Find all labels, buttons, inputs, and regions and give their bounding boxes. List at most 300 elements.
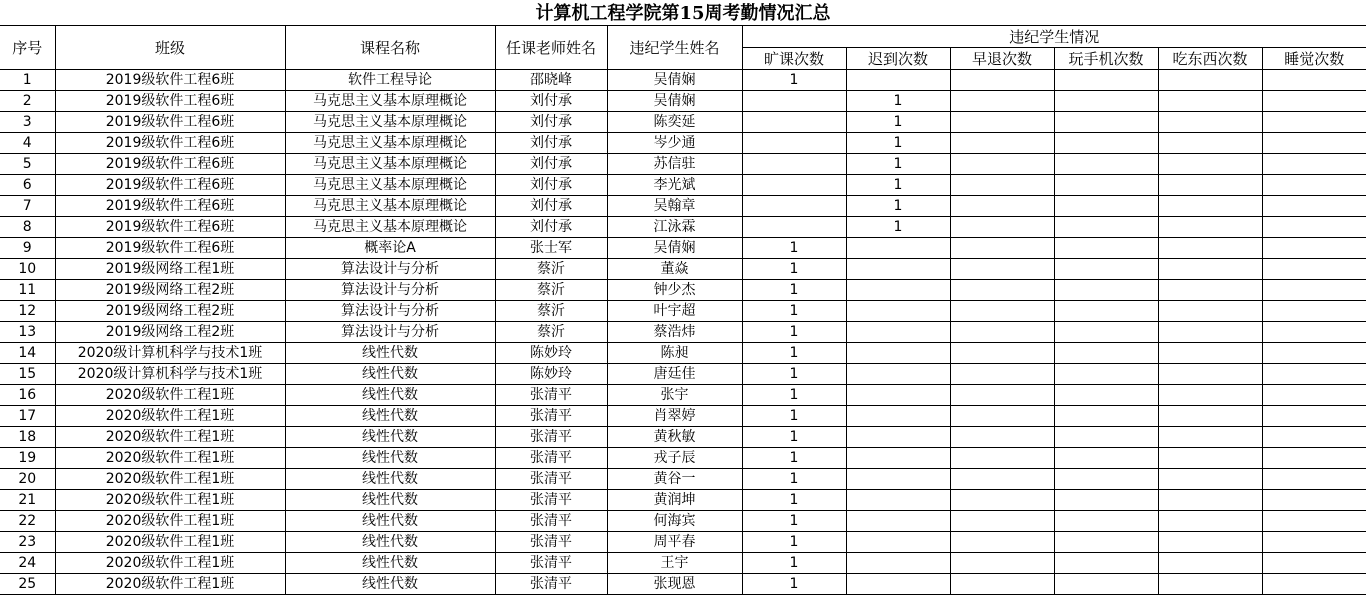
cell-absent: 1 xyxy=(742,469,846,490)
header-student: 违纪学生姓名 xyxy=(607,26,742,70)
cell-class: 2020级计算机科学与技术1班 xyxy=(55,343,285,364)
cell-class: 2020级软件工程1班 xyxy=(55,469,285,490)
cell-class: 2019级软件工程6班 xyxy=(55,133,285,154)
table-row xyxy=(0,427,1366,448)
cell-class: 2020级软件工程1班 xyxy=(55,574,285,595)
table-header xyxy=(0,26,1366,70)
cell-student: 江泳霖 xyxy=(607,217,742,238)
cell-late xyxy=(846,511,950,532)
cell-class: 2020级软件工程1班 xyxy=(55,490,285,511)
cell-sleeping xyxy=(1262,553,1366,574)
cell-class: 2019级软件工程6班 xyxy=(55,238,285,259)
cell-absent: 1 xyxy=(742,490,846,511)
cell-course: 马克思主义基本原理概论 xyxy=(285,91,495,112)
cell-sleeping xyxy=(1262,322,1366,343)
cell-eating xyxy=(1158,553,1262,574)
cell-student: 张宇 xyxy=(607,385,742,406)
cell-early-leave xyxy=(950,343,1054,364)
cell-course: 线性代数 xyxy=(285,406,495,427)
cell-sleeping xyxy=(1262,238,1366,259)
cell-eating xyxy=(1158,196,1262,217)
table-row xyxy=(0,343,1366,364)
cell-late: 1 xyxy=(846,196,950,217)
table-row xyxy=(0,490,1366,511)
cell-early-leave xyxy=(950,238,1054,259)
cell-student: 唐廷佳 xyxy=(607,364,742,385)
cell-teacher: 张清平 xyxy=(495,469,607,490)
cell-eating xyxy=(1158,280,1262,301)
cell-course: 线性代数 xyxy=(285,511,495,532)
cell-teacher: 刘付承 xyxy=(495,112,607,133)
cell-absent: 1 xyxy=(742,406,846,427)
cell-phone xyxy=(1054,133,1158,154)
cell-sleeping xyxy=(1262,91,1366,112)
table-row xyxy=(0,448,1366,469)
cell-student: 黄润坤 xyxy=(607,490,742,511)
cell-early-leave xyxy=(950,196,1054,217)
cell-index: 11 xyxy=(0,280,55,301)
cell-absent: 1 xyxy=(742,553,846,574)
header-course: 课程名称 xyxy=(285,26,495,70)
cell-course: 线性代数 xyxy=(285,385,495,406)
cell-phone xyxy=(1054,280,1158,301)
cell-course: 算法设计与分析 xyxy=(285,301,495,322)
cell-course: 线性代数 xyxy=(285,364,495,385)
cell-late xyxy=(846,406,950,427)
table-row xyxy=(0,133,1366,154)
cell-class: 2019级网络工程2班 xyxy=(55,322,285,343)
cell-student: 黄谷一 xyxy=(607,469,742,490)
table-row xyxy=(0,301,1366,322)
cell-late: 1 xyxy=(846,175,950,196)
cell-phone xyxy=(1054,406,1158,427)
cell-course: 线性代数 xyxy=(285,490,495,511)
cell-teacher: 张士军 xyxy=(495,238,607,259)
cell-early-leave xyxy=(950,448,1054,469)
cell-early-leave xyxy=(950,217,1054,238)
cell-early-leave xyxy=(950,469,1054,490)
cell-eating xyxy=(1158,364,1262,385)
cell-student: 吴倩娴 xyxy=(607,70,742,91)
cell-phone xyxy=(1054,469,1158,490)
cell-teacher: 陈妙玲 xyxy=(495,343,607,364)
cell-sleeping xyxy=(1262,574,1366,595)
cell-class: 2020级计算机科学与技术1班 xyxy=(55,364,285,385)
cell-index: 20 xyxy=(0,469,55,490)
cell-eating xyxy=(1158,469,1262,490)
cell-student: 何海宾 xyxy=(607,511,742,532)
cell-early-leave xyxy=(950,133,1054,154)
cell-sleeping xyxy=(1262,112,1366,133)
cell-eating xyxy=(1158,217,1262,238)
cell-absent: 1 xyxy=(742,574,846,595)
table-row xyxy=(0,553,1366,574)
cell-class: 2020级软件工程1班 xyxy=(55,448,285,469)
cell-course: 马克思主义基本原理概论 xyxy=(285,196,495,217)
cell-index: 4 xyxy=(0,133,55,154)
cell-student: 王宇 xyxy=(607,553,742,574)
header-phone: 玩手机次数 xyxy=(1054,48,1158,70)
cell-early-leave xyxy=(950,91,1054,112)
cell-early-leave xyxy=(950,70,1054,91)
cell-late: 1 xyxy=(846,112,950,133)
cell-sleeping xyxy=(1262,301,1366,322)
cell-course: 马克思主义基本原理概论 xyxy=(285,112,495,133)
cell-teacher: 刘付承 xyxy=(495,91,607,112)
cell-index: 21 xyxy=(0,490,55,511)
cell-early-leave xyxy=(950,175,1054,196)
cell-early-leave xyxy=(950,574,1054,595)
cell-class: 2020级软件工程1班 xyxy=(55,532,285,553)
cell-course: 马克思主义基本原理概论 xyxy=(285,175,495,196)
cell-student: 苏信驻 xyxy=(607,154,742,175)
cell-student: 周平春 xyxy=(607,532,742,553)
cell-course: 线性代数 xyxy=(285,448,495,469)
table-row xyxy=(0,364,1366,385)
cell-course: 线性代数 xyxy=(285,343,495,364)
cell-sleeping xyxy=(1262,133,1366,154)
table-row xyxy=(0,385,1366,406)
cell-course: 概率论A xyxy=(285,238,495,259)
cell-index: 18 xyxy=(0,427,55,448)
table-row xyxy=(0,469,1366,490)
cell-absent: 1 xyxy=(742,343,846,364)
cell-class: 2020级软件工程1班 xyxy=(55,427,285,448)
cell-sleeping xyxy=(1262,511,1366,532)
cell-eating xyxy=(1158,175,1262,196)
cell-eating xyxy=(1158,259,1262,280)
cell-teacher: 蔡沂 xyxy=(495,301,607,322)
cell-early-leave xyxy=(950,259,1054,280)
cell-sleeping xyxy=(1262,364,1366,385)
cell-phone xyxy=(1054,238,1158,259)
header-teacher: 任课老师姓名 xyxy=(495,26,607,70)
cell-student: 吴翰章 xyxy=(607,196,742,217)
cell-early-leave xyxy=(950,511,1054,532)
cell-teacher: 刘付承 xyxy=(495,175,607,196)
cell-late xyxy=(846,574,950,595)
cell-eating xyxy=(1158,91,1262,112)
cell-absent xyxy=(742,154,846,175)
cell-absent: 1 xyxy=(742,448,846,469)
cell-sleeping xyxy=(1262,217,1366,238)
cell-course: 马克思主义基本原理概论 xyxy=(285,217,495,238)
cell-index: 17 xyxy=(0,406,55,427)
sheet-title: 计算机工程学院第15周考勤情况汇总 xyxy=(535,3,831,24)
cell-absent: 1 xyxy=(742,385,846,406)
table-row xyxy=(0,217,1366,238)
table-row xyxy=(0,175,1366,196)
cell-course: 算法设计与分析 xyxy=(285,280,495,301)
cell-index: 10 xyxy=(0,259,55,280)
cell-late xyxy=(846,343,950,364)
cell-phone xyxy=(1054,301,1158,322)
cell-phone xyxy=(1054,385,1158,406)
cell-class: 2019级网络工程1班 xyxy=(55,259,285,280)
cell-absent xyxy=(742,217,846,238)
cell-student: 肖翠婷 xyxy=(607,406,742,427)
cell-late xyxy=(846,70,950,91)
cell-sleeping xyxy=(1262,343,1366,364)
cell-phone xyxy=(1054,112,1158,133)
cell-index: 1 xyxy=(0,70,55,91)
table-row xyxy=(0,511,1366,532)
cell-sleeping xyxy=(1262,532,1366,553)
cell-phone xyxy=(1054,427,1158,448)
cell-teacher: 刘付承 xyxy=(495,217,607,238)
cell-course: 马克思主义基本原理概论 xyxy=(285,133,495,154)
cell-student: 李光斌 xyxy=(607,175,742,196)
cell-late xyxy=(846,385,950,406)
cell-eating xyxy=(1158,133,1262,154)
table-row xyxy=(0,406,1366,427)
cell-teacher: 蔡沂 xyxy=(495,280,607,301)
cell-phone xyxy=(1054,448,1158,469)
cell-student: 吴倩娴 xyxy=(607,91,742,112)
table-row xyxy=(0,238,1366,259)
table-row xyxy=(0,280,1366,301)
cell-sleeping xyxy=(1262,427,1366,448)
cell-teacher: 刘付承 xyxy=(495,154,607,175)
cell-student: 钟少杰 xyxy=(607,280,742,301)
cell-sleeping xyxy=(1262,406,1366,427)
cell-sleeping xyxy=(1262,490,1366,511)
cell-index: 3 xyxy=(0,112,55,133)
table-row xyxy=(0,196,1366,217)
cell-late xyxy=(846,301,950,322)
cell-early-leave xyxy=(950,406,1054,427)
cell-eating xyxy=(1158,154,1262,175)
cell-early-leave xyxy=(950,112,1054,133)
cell-index: 6 xyxy=(0,175,55,196)
cell-index: 25 xyxy=(0,574,55,595)
cell-teacher: 邵晓峰 xyxy=(495,70,607,91)
cell-eating xyxy=(1158,406,1262,427)
table-row xyxy=(0,322,1366,343)
header-absent: 旷课次数 xyxy=(742,48,846,70)
cell-phone xyxy=(1054,532,1158,553)
cell-early-leave xyxy=(950,553,1054,574)
cell-eating xyxy=(1158,427,1262,448)
cell-class: 2019级网络工程2班 xyxy=(55,301,285,322)
cell-course: 算法设计与分析 xyxy=(285,259,495,280)
cell-early-leave xyxy=(950,385,1054,406)
cell-index: 2 xyxy=(0,91,55,112)
cell-late: 1 xyxy=(846,217,950,238)
cell-class: 2019级软件工程6班 xyxy=(55,217,285,238)
cell-sleeping xyxy=(1262,196,1366,217)
cell-absent: 1 xyxy=(742,70,846,91)
cell-index: 23 xyxy=(0,532,55,553)
cell-absent: 1 xyxy=(742,364,846,385)
header-late: 迟到次数 xyxy=(846,48,950,70)
cell-phone xyxy=(1054,217,1158,238)
cell-eating xyxy=(1158,490,1262,511)
cell-class: 2019级软件工程6班 xyxy=(55,175,285,196)
cell-class: 2020级软件工程1班 xyxy=(55,406,285,427)
cell-eating xyxy=(1158,301,1262,322)
cell-early-leave xyxy=(950,154,1054,175)
cell-late xyxy=(846,469,950,490)
cell-student: 叶宇超 xyxy=(607,301,742,322)
header-early-leave: 早退次数 xyxy=(950,48,1054,70)
cell-eating xyxy=(1158,574,1262,595)
cell-teacher: 张清平 xyxy=(495,406,607,427)
cell-class: 2020级软件工程1班 xyxy=(55,553,285,574)
cell-index: 15 xyxy=(0,364,55,385)
cell-student: 黄秋敏 xyxy=(607,427,742,448)
cell-absent: 1 xyxy=(742,238,846,259)
cell-index: 24 xyxy=(0,553,55,574)
cell-absent: 1 xyxy=(742,301,846,322)
cell-phone xyxy=(1054,553,1158,574)
attendance-table xyxy=(0,25,1366,595)
cell-course: 线性代数 xyxy=(285,532,495,553)
cell-teacher: 张清平 xyxy=(495,385,607,406)
cell-phone xyxy=(1054,91,1158,112)
cell-class: 2019级软件工程6班 xyxy=(55,154,285,175)
cell-student: 张现恩 xyxy=(607,574,742,595)
table-row xyxy=(0,112,1366,133)
cell-class: 2019级软件工程6班 xyxy=(55,70,285,91)
header-sleeping: 睡觉次数 xyxy=(1262,48,1366,70)
cell-index: 14 xyxy=(0,343,55,364)
cell-teacher: 蔡沂 xyxy=(495,259,607,280)
cell-class: 2020级软件工程1班 xyxy=(55,385,285,406)
cell-late xyxy=(846,280,950,301)
cell-index: 9 xyxy=(0,238,55,259)
cell-sleeping xyxy=(1262,385,1366,406)
cell-early-leave xyxy=(950,532,1054,553)
cell-absent: 1 xyxy=(742,427,846,448)
table-row xyxy=(0,70,1366,91)
cell-course: 马克思主义基本原理概论 xyxy=(285,154,495,175)
cell-phone xyxy=(1054,322,1158,343)
cell-absent: 1 xyxy=(742,280,846,301)
cell-late xyxy=(846,532,950,553)
cell-student: 吴倩娴 xyxy=(607,238,742,259)
cell-index: 12 xyxy=(0,301,55,322)
cell-index: 7 xyxy=(0,196,55,217)
cell-eating xyxy=(1158,511,1262,532)
cell-absent xyxy=(742,91,846,112)
cell-teacher: 张清平 xyxy=(495,574,607,595)
cell-absent xyxy=(742,175,846,196)
cell-teacher: 张清平 xyxy=(495,427,607,448)
cell-teacher: 刘付承 xyxy=(495,133,607,154)
cell-phone xyxy=(1054,175,1158,196)
cell-phone xyxy=(1054,343,1158,364)
cell-course: 算法设计与分析 xyxy=(285,322,495,343)
cell-late xyxy=(846,322,950,343)
cell-teacher: 张清平 xyxy=(495,448,607,469)
table-body xyxy=(0,70,1366,595)
cell-late xyxy=(846,364,950,385)
cell-late xyxy=(846,238,950,259)
cell-teacher: 蔡沂 xyxy=(495,322,607,343)
cell-absent: 1 xyxy=(742,532,846,553)
cell-phone xyxy=(1054,154,1158,175)
cell-phone xyxy=(1054,364,1158,385)
table-row xyxy=(0,574,1366,595)
cell-sleeping xyxy=(1262,259,1366,280)
cell-early-leave xyxy=(950,322,1054,343)
cell-student: 陈奕延 xyxy=(607,112,742,133)
cell-index: 13 xyxy=(0,322,55,343)
cell-early-leave xyxy=(950,301,1054,322)
cell-sleeping xyxy=(1262,280,1366,301)
header-violations-group: 违纪学生情况 xyxy=(742,26,1366,48)
cell-phone xyxy=(1054,70,1158,91)
cell-teacher: 刘付承 xyxy=(495,196,607,217)
cell-class: 2019级软件工程6班 xyxy=(55,91,285,112)
cell-class: 2019级网络工程2班 xyxy=(55,280,285,301)
cell-student: 董焱 xyxy=(607,259,742,280)
cell-eating xyxy=(1158,322,1262,343)
table-row xyxy=(0,154,1366,175)
cell-eating xyxy=(1158,448,1262,469)
cell-phone xyxy=(1054,259,1158,280)
cell-early-leave xyxy=(950,490,1054,511)
cell-absent: 1 xyxy=(742,511,846,532)
cell-student: 岑少通 xyxy=(607,133,742,154)
cell-absent xyxy=(742,112,846,133)
cell-index: 8 xyxy=(0,217,55,238)
cell-late: 1 xyxy=(846,91,950,112)
cell-eating xyxy=(1158,343,1262,364)
cell-eating xyxy=(1158,385,1262,406)
cell-index: 19 xyxy=(0,448,55,469)
cell-course: 线性代数 xyxy=(285,553,495,574)
cell-absent: 1 xyxy=(742,322,846,343)
table-row xyxy=(0,91,1366,112)
cell-teacher: 张清平 xyxy=(495,532,607,553)
cell-teacher: 陈妙玲 xyxy=(495,364,607,385)
cell-teacher: 张清平 xyxy=(495,511,607,532)
cell-sleeping xyxy=(1262,70,1366,91)
cell-sleeping xyxy=(1262,154,1366,175)
header-class: 班级 xyxy=(55,26,285,70)
cell-eating xyxy=(1158,70,1262,91)
cell-late: 1 xyxy=(846,133,950,154)
cell-eating xyxy=(1158,112,1262,133)
cell-course: 线性代数 xyxy=(285,574,495,595)
cell-course: 软件工程导论 xyxy=(285,70,495,91)
cell-eating xyxy=(1158,238,1262,259)
cell-class: 2020级软件工程1班 xyxy=(55,511,285,532)
cell-late: 1 xyxy=(846,154,950,175)
table-row xyxy=(0,532,1366,553)
cell-early-leave xyxy=(950,427,1054,448)
cell-index: 22 xyxy=(0,511,55,532)
cell-sleeping xyxy=(1262,469,1366,490)
cell-phone xyxy=(1054,490,1158,511)
cell-index: 16 xyxy=(0,385,55,406)
cell-sleeping xyxy=(1262,448,1366,469)
cell-eating xyxy=(1158,532,1262,553)
cell-course: 线性代数 xyxy=(285,469,495,490)
cell-class: 2019级软件工程6班 xyxy=(55,112,285,133)
cell-student: 陈昶 xyxy=(607,343,742,364)
cell-student: 蔡浩炜 xyxy=(607,322,742,343)
header-index: 序号 xyxy=(0,26,55,70)
cell-absent: 1 xyxy=(742,259,846,280)
cell-absent xyxy=(742,196,846,217)
cell-student: 戎子辰 xyxy=(607,448,742,469)
cell-early-leave xyxy=(950,364,1054,385)
cell-teacher: 张清平 xyxy=(495,490,607,511)
cell-sleeping xyxy=(1262,175,1366,196)
